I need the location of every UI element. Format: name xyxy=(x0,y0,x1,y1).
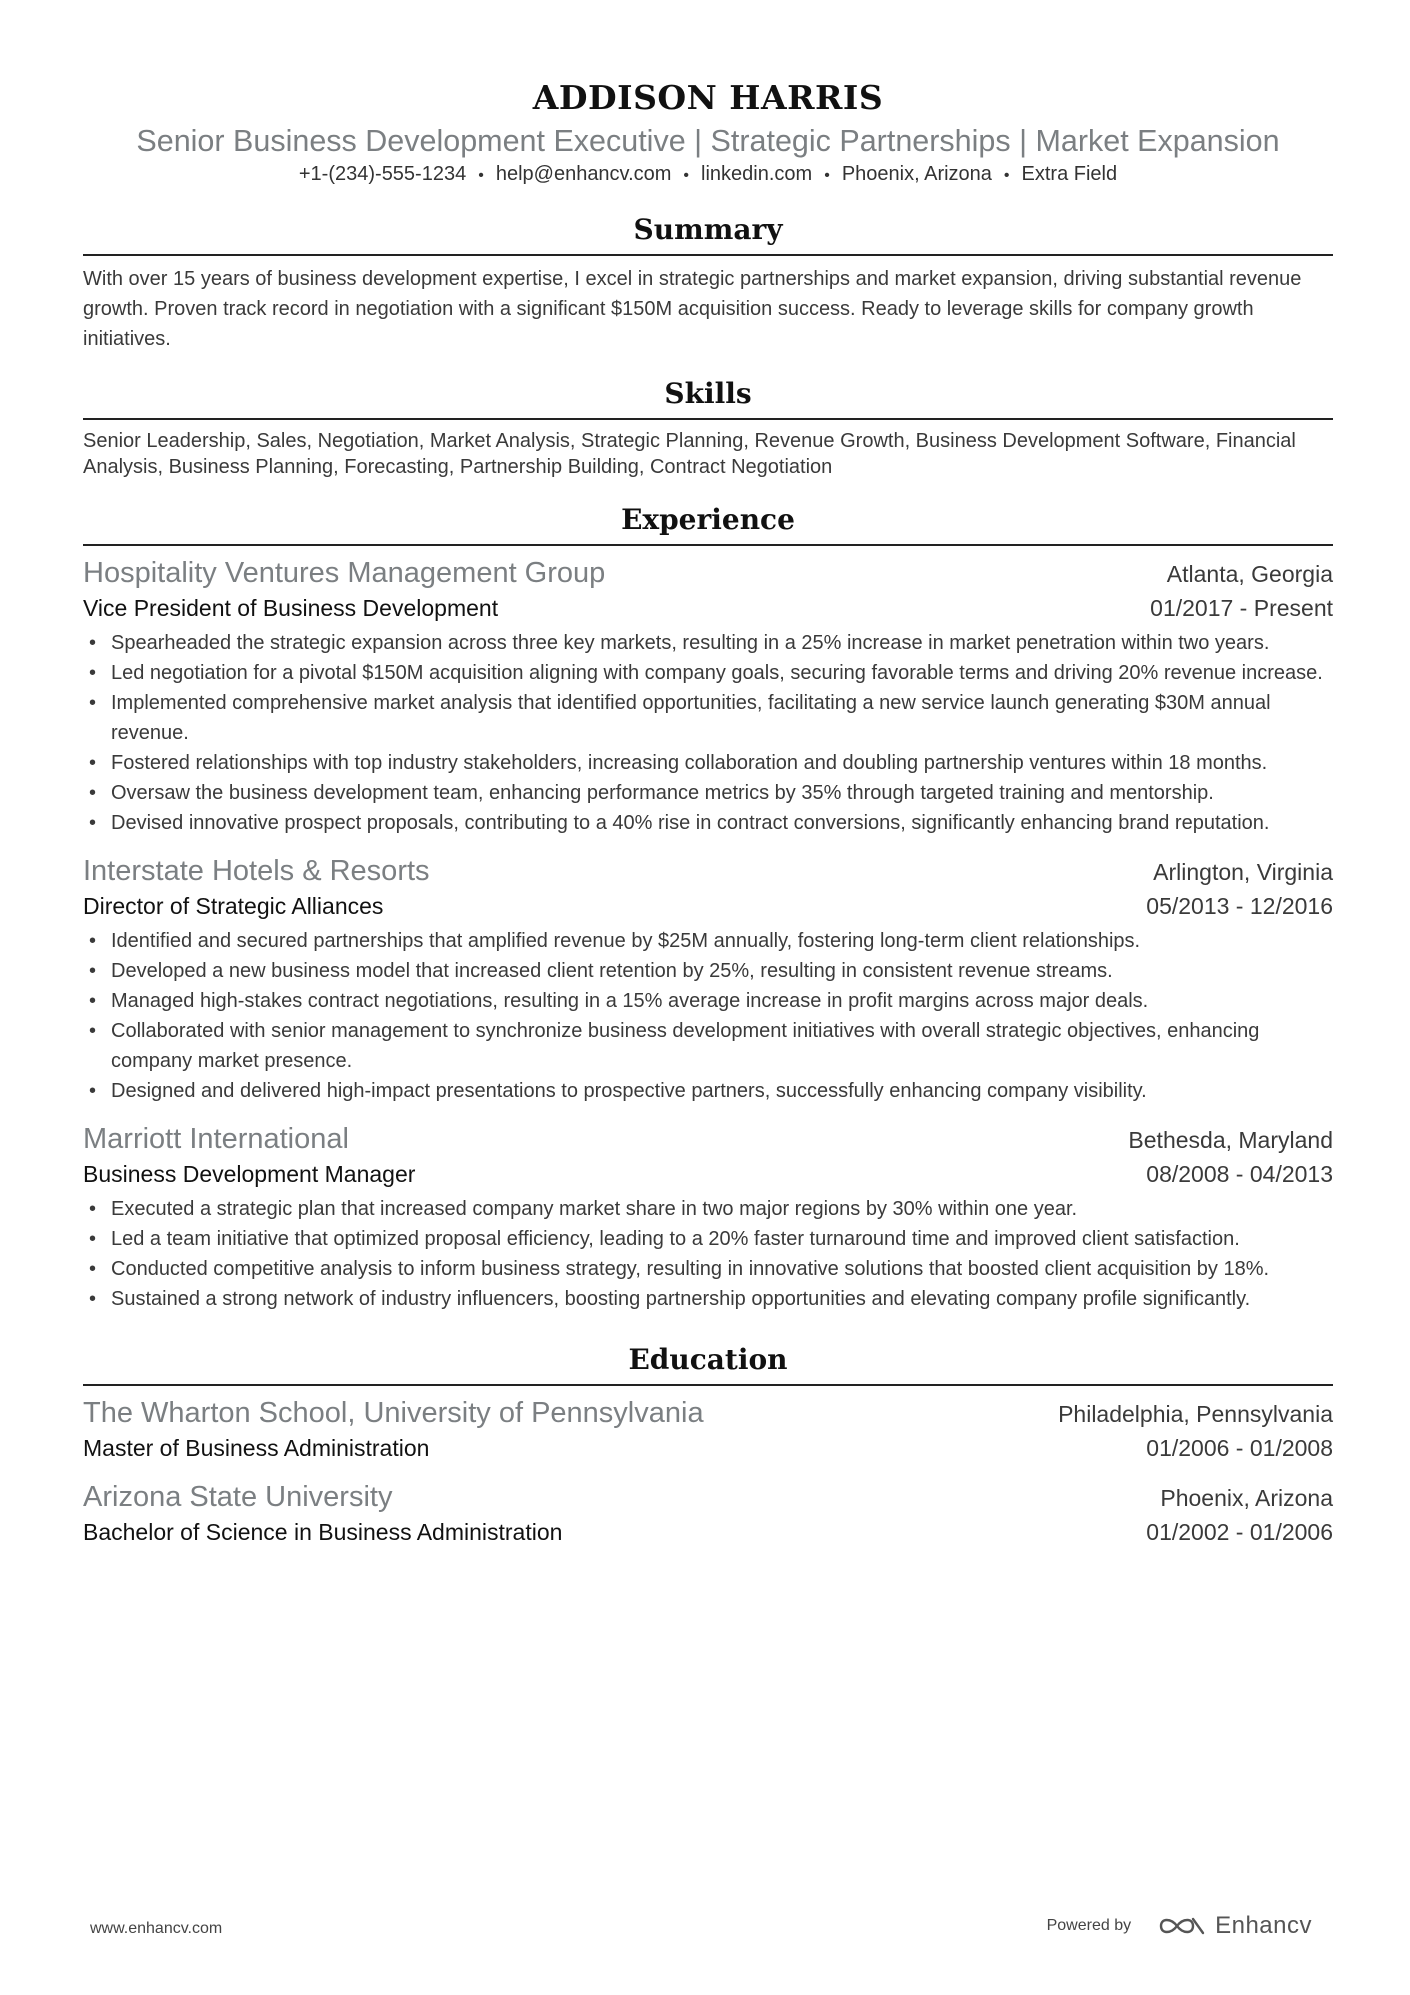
achievement-text: Sustained a strong network of industry influencers, boosting partnership opportunities and elevating company profile significantly. xyxy=(111,1288,1251,1310)
section-title-experience: Experience xyxy=(83,502,1333,546)
achievement-item xyxy=(83,778,1333,808)
company-location: Atlanta, Georgia xyxy=(1166,561,1333,587)
entry-header-row xyxy=(83,852,1333,890)
experience-entry xyxy=(83,1120,1333,1314)
section-title-education: Education xyxy=(83,1342,1333,1386)
summary-section xyxy=(83,212,1333,354)
bullet-icon: • xyxy=(89,692,97,714)
bullet-icon: • xyxy=(89,1020,97,1042)
candidate-headline: Senior Business Development Executive | Strategic Partnerships | Market Expansion xyxy=(136,124,1280,158)
achievement-list xyxy=(83,926,1333,1106)
school-name: The Wharton School, University of Pennsylvania xyxy=(83,1397,704,1429)
contact-location: Phoenix, Arizona xyxy=(841,163,992,185)
bullet-icon: • xyxy=(89,960,97,982)
candidate-name: ADDISON HARRIS xyxy=(532,78,884,117)
education-section xyxy=(83,1342,1333,1548)
achievement-text: Executed a strategic plan that increased company market share in two major regions by 30% within one year. xyxy=(111,1198,1078,1220)
achievement-text: Oversaw the business development team, enhancing performance metrics by 35% through targeted training and mentorship. xyxy=(111,782,1214,804)
entry-header-row xyxy=(83,1478,1333,1516)
experience-entry xyxy=(83,554,1333,838)
job-title: Business Development Manager xyxy=(83,1161,416,1187)
bullet-icon: • xyxy=(89,930,97,952)
company-name: Hospitality Ventures Management Group xyxy=(83,557,606,589)
degree-name: Master of Business Administration xyxy=(83,1435,430,1461)
achievement-item xyxy=(83,748,1333,778)
entry-role-row xyxy=(83,1158,1333,1190)
achievement-text: Collaborated with senior management to synchronize business development initiatives with overall strategic objectives, enhancing company market presence. xyxy=(111,1020,1260,1072)
entry-role-row xyxy=(83,592,1333,624)
bullet-icon: • xyxy=(89,1228,97,1250)
bullet-icon: • xyxy=(89,752,97,774)
job-dates: 01/2017 - Present xyxy=(1150,595,1333,621)
section-title-skills: Skills xyxy=(83,376,1333,420)
achievement-list xyxy=(83,628,1333,838)
achievement-text: Led a team initiative that optimized proposal efficiency, leading to a 20% faster turnaround time and improved client satisfaction. xyxy=(111,1228,1240,1250)
bullet-icon: • xyxy=(89,1198,97,1220)
bullet-icon: • xyxy=(89,1258,97,1280)
achievement-item xyxy=(83,1224,1333,1254)
separator-dot: • xyxy=(824,167,830,184)
achievement-text: Identified and secured partnerships that amplified revenue by $25M annually, fostering long-term client relationships. xyxy=(111,930,1141,952)
achievement-item xyxy=(83,658,1333,688)
achievement-item xyxy=(83,1254,1333,1284)
brand-name[interactable]: Enhancv xyxy=(1215,1912,1312,1939)
job-title: Director of Strategic Alliances xyxy=(83,893,384,919)
contact-extra-field: Extra Field xyxy=(1021,163,1118,185)
contact-phone: +1-(234)-555-1234 xyxy=(298,163,467,185)
powered-by-label: Powered by xyxy=(1046,1917,1132,1934)
achievement-text: Implemented comprehensive market analysis that identified opportunities, facilitating a new service launch generating $30M annual revenue. xyxy=(111,692,1271,744)
powered-by-block xyxy=(1047,1912,1312,1940)
separator-dot: • xyxy=(478,167,484,184)
entry-degree-row xyxy=(83,1432,1333,1464)
achievement-item xyxy=(83,1016,1333,1076)
bullet-icon: • xyxy=(89,812,97,834)
bullet-icon: • xyxy=(89,1288,97,1310)
achievement-text: Designed and delivered high-impact presentations to prospective partners, successfully enhancing company visibility. xyxy=(111,1080,1147,1102)
separator-dot: • xyxy=(1003,167,1010,184)
achievement-text: Led negotiation for a pivotal $150M acquisition aligning with company goals, securing favorable terms and driving 20% revenue increase. xyxy=(111,662,1323,684)
school-name: Arizona State University xyxy=(83,1481,393,1513)
footer-website-link[interactable]: www.enhancv.com xyxy=(90,1920,223,1937)
achievement-text: Spearheaded the strategic expansion across three key markets, resulting in a 25% increase in market penetration within two years. xyxy=(111,632,1270,654)
company-location: Bethesda, Maryland xyxy=(1128,1127,1333,1153)
bullet-icon: • xyxy=(89,782,97,804)
contact-line xyxy=(83,160,1333,190)
achievement-item xyxy=(83,688,1333,748)
degree-dates: 01/2006 - 01/2008 xyxy=(1146,1435,1333,1461)
entry-degree-row xyxy=(83,1516,1333,1548)
bullet-icon: • xyxy=(89,1080,97,1102)
skills-text: Senior Leadership, Sales, Negotiation, Market Analysis, Strategic Planning, Revenue Growth, Business Development Software, Financial Analysis, Business Planning, Forecasting, Partnership Building, Contract Negotiation xyxy=(83,430,1296,478)
separator-dot: • xyxy=(683,167,690,184)
achievement-list xyxy=(83,1194,1333,1314)
school-location: Philadelphia, Pennsylvania xyxy=(1058,1401,1333,1427)
page-footer xyxy=(0,1910,1410,1950)
bullet-icon: • xyxy=(89,632,97,654)
entry-header-row xyxy=(83,1394,1333,1432)
section-title-summary: Summary xyxy=(83,212,1333,256)
entry-header-row xyxy=(83,554,1333,592)
achievement-item xyxy=(83,1284,1333,1314)
resume-content xyxy=(83,72,1333,1548)
achievement-text: Developed a new business model that increased client retention by 25%, resulting in consistent revenue streams. xyxy=(111,960,1113,982)
degree-name: Bachelor of Science in Business Administration xyxy=(83,1519,563,1545)
achievement-text: Managed high-stakes contract negotiations, resulting in a 15% average increase in profit margins across major deals. xyxy=(111,990,1149,1012)
achievement-item xyxy=(83,808,1333,838)
experience-entry xyxy=(83,852,1333,1106)
education-entry xyxy=(83,1394,1333,1464)
achievement-text: Fostered relationships with top industry stakeholders, increasing collaboration and doubling partnership ventures within 18 months. xyxy=(111,752,1268,774)
achievement-item xyxy=(83,1076,1333,1106)
education-entry xyxy=(83,1478,1333,1548)
achievement-text: Devised innovative prospect proposals, contributing to a 40% rise in contract conversions, significantly enhancing brand reputation. xyxy=(111,812,1270,834)
achievement-item xyxy=(83,986,1333,1016)
achievement-item xyxy=(83,926,1333,956)
contact-linkedin[interactable]: linkedin.com xyxy=(701,163,813,185)
skills-section xyxy=(83,376,1333,480)
bullet-icon: • xyxy=(89,662,97,684)
company-name: Marriott International xyxy=(83,1123,349,1155)
entry-header-row xyxy=(83,1120,1333,1158)
company-location: Arlington, Virginia xyxy=(1153,859,1333,885)
achievement-item xyxy=(83,956,1333,986)
experience-section xyxy=(83,502,1333,1314)
entry-role-row xyxy=(83,890,1333,922)
achievement-item xyxy=(83,1194,1333,1224)
achievement-item xyxy=(83,628,1333,658)
job-title: Vice President of Business Development xyxy=(83,595,499,621)
degree-dates: 01/2002 - 01/2006 xyxy=(1146,1519,1333,1545)
contact-email[interactable]: help@enhancv.com xyxy=(495,163,672,185)
job-dates: 05/2013 - 12/2016 xyxy=(1146,893,1333,919)
job-dates: 08/2008 - 04/2013 xyxy=(1146,1161,1333,1187)
school-location: Phoenix, Arizona xyxy=(1160,1485,1333,1511)
bullet-icon: • xyxy=(89,990,97,1012)
achievement-text: Conducted competitive analysis to inform business strategy, resulting in innovative solutions that boosted client acquisition by 18%. xyxy=(111,1258,1270,1280)
company-name: Interstate Hotels & Resorts xyxy=(83,855,430,887)
summary-text: With over 15 years of business development expertise, I excel in strategic partnerships and market expansion, driving substantial revenue growth. Proven track record in negotiation with a significant $150M acquisition success. Ready to leverage skills for company growth initiatives. xyxy=(83,268,1302,350)
enhancv-logo-icon xyxy=(1157,1913,1207,1939)
